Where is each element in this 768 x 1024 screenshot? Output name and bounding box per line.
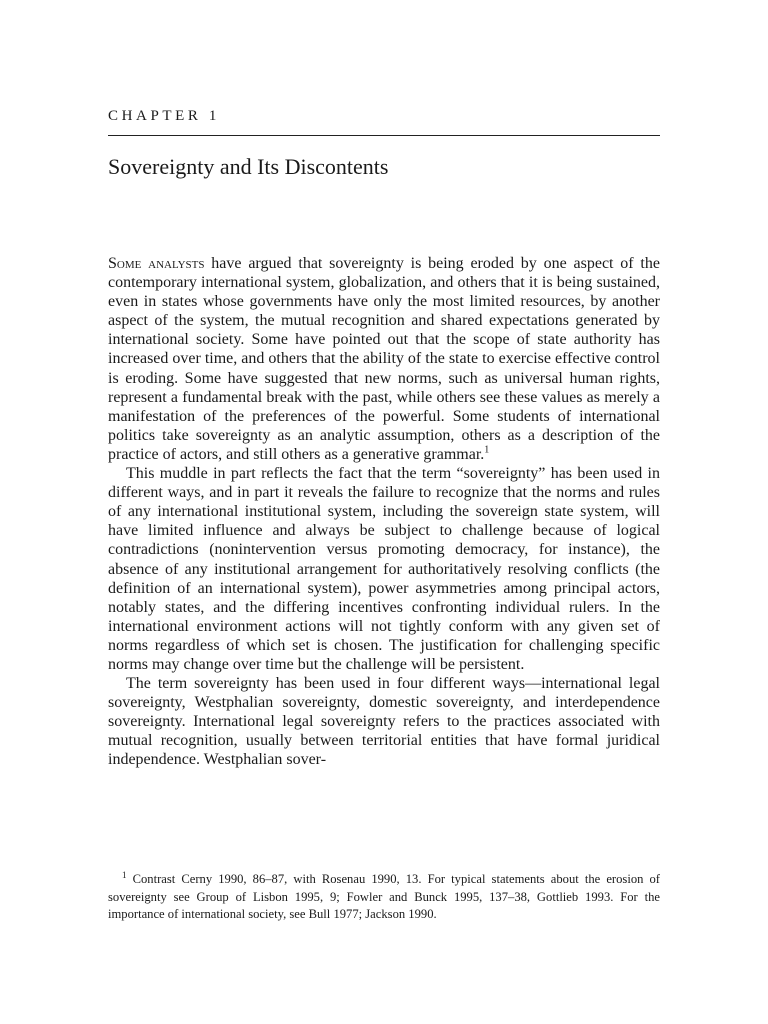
footnote-text: Contrast Cerny 1990, 86–87, with Rosenau 1990, 13. For typical statements about the erosion of sovereignty see Group of Lisbon 1995, 9; Fowler and Bunck 1995, 137–38, Gottlieb 1993. For the importance of international society, see Bull 1977; Jackson 1990. — [108, 872, 660, 921]
paragraph-2: This muddle in part reflects the fact that the term “sovereignty” has been used in different ways, and in part it reveals the failure to recognize that the norms and rules of any international institutional system, including the sovereign state system, will have limited influence and always be subject to challenge because of logical contradictions (nonintervention versus promoting democracy, for instance), the absence of any institutional arrangement for authoritatively resolving conflicts (the definition of an international system), power asymmetries among principal actors, notably states, and the differing incentives confronting individual rulers. In the international environment actions will not tightly conform with any given set of norms regardless of which set is chosen. The justification for challenging specific norms may change over time but the challenge will be persistent. — [108, 465, 660, 673]
footnote — [108, 871, 660, 924]
paragraph-3: The term sovereignty has been used in four different ways—international legal sovereignty, Westphalian sovereignty, domestic sovereignty, and interdependence sovereignty. International legal sovereignty refers to the practices associated with mutual recognition, usually between territorial entities that have formal juridical independence. Westphalian sover- — [108, 675, 660, 769]
chapter-title: Sovereignty and Its Discontents — [108, 154, 389, 179]
paragraph-1 — [108, 254, 660, 464]
chapter-label: CHAPTER 1 — [108, 108, 220, 124]
footnote-number: 1 — [122, 869, 127, 880]
paragraph-lead-smallcaps: Some analysts — [108, 255, 205, 272]
body-text — [108, 254, 660, 770]
footnote-1 — [108, 871, 660, 924]
header-rule — [108, 135, 660, 136]
paragraph-1-text: have argued that sovereignty is being eroded by one aspect of the contemporary international system, globalization, and others that it is being sustained, even in states whose governments have only the most limited resources, by another aspect of the system, the mutual recognition and shared expectations generated by international society. Some have pointed out that the scope of state authority has increased over time, and others that the ability of the state to exercise effective control is eroding. Some have suggested that new norms, such as universal human rights, represent a fundamental break with the past, while others see these values as merely a manifestation of the preferences of the powerful. Some students of international politics take sovereignty as an analytic assumption, others as a description of the practice of actors, and still others as a generative grammar. — [108, 255, 660, 463]
footnote-reference: 1 — [484, 444, 490, 456]
